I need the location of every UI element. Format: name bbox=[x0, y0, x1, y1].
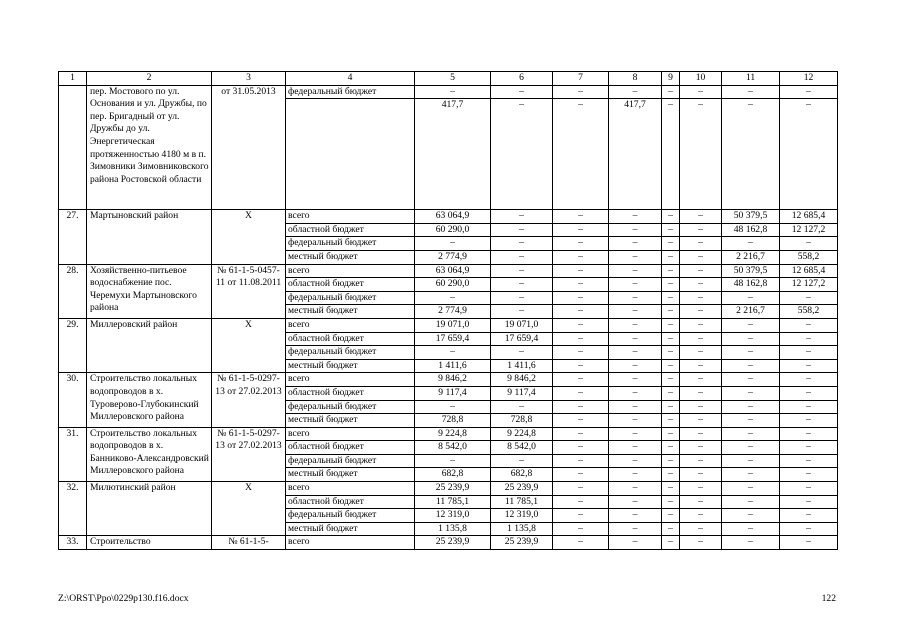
amount-cell: – bbox=[722, 291, 780, 305]
object-name: Строительство локальных водопроводов в х. Банниково-Александровский Миллеровского района bbox=[87, 427, 212, 481]
column-header: 3 bbox=[212, 72, 286, 86]
amount-cell: 12 319,0 bbox=[415, 509, 491, 523]
row-number: 33. bbox=[59, 536, 87, 550]
amount-cell: 17 659,4 bbox=[415, 332, 491, 346]
amount-cell: 19 071,0 bbox=[415, 318, 491, 332]
row-number: 27. bbox=[59, 210, 87, 264]
table-row bbox=[59, 373, 838, 387]
funding-source: федеральный бюджет bbox=[286, 509, 415, 523]
amount-cell: – bbox=[722, 454, 780, 468]
amount-cell: 50 379,5 bbox=[722, 210, 780, 224]
amount-cell: – bbox=[680, 346, 722, 360]
amount-cell: – bbox=[680, 223, 722, 237]
amount-cell: – bbox=[722, 373, 780, 387]
amount-cell: – bbox=[553, 482, 609, 496]
funding-source: всего bbox=[286, 318, 415, 332]
amount-cell: – bbox=[722, 99, 780, 210]
amount-cell: 63 064,9 bbox=[415, 210, 491, 224]
amount-cell: – bbox=[553, 332, 609, 346]
amount-cell: 12 127,2 bbox=[780, 278, 838, 292]
amount-cell: – bbox=[553, 373, 609, 387]
column-header: 5 bbox=[415, 72, 491, 86]
amount-cell: 9 846,2 bbox=[491, 373, 553, 387]
amount-cell: – bbox=[609, 278, 662, 292]
amount-cell: – bbox=[553, 223, 609, 237]
amount-cell: – bbox=[609, 536, 662, 550]
amount-cell: – bbox=[491, 264, 553, 278]
funding-source: всего bbox=[286, 373, 415, 387]
amount-cell: – bbox=[780, 454, 838, 468]
amount-cell: – bbox=[722, 509, 780, 523]
funding-source: всего bbox=[286, 427, 415, 441]
funding-source: местный бюджет bbox=[286, 305, 415, 319]
amount-cell: – bbox=[680, 305, 722, 319]
amount-cell: – bbox=[780, 495, 838, 509]
amount-cell: – bbox=[415, 85, 491, 99]
amount-cell: 1 135,8 bbox=[491, 522, 553, 536]
amount-cell: 12 685,4 bbox=[780, 210, 838, 224]
object-name: Милютинский район bbox=[87, 482, 212, 536]
amount-cell: – bbox=[662, 495, 680, 509]
amount-cell: – bbox=[609, 373, 662, 387]
column-header: 1 bbox=[59, 72, 87, 86]
amount-cell: 728,8 bbox=[491, 414, 553, 428]
amount-cell: – bbox=[553, 278, 609, 292]
object-name: Мартыновский район bbox=[87, 210, 212, 264]
amount-cell: – bbox=[491, 305, 553, 319]
amount-cell: – bbox=[609, 482, 662, 496]
amount-cell: – bbox=[722, 468, 780, 482]
amount-cell: – bbox=[722, 536, 780, 550]
amount-cell: – bbox=[609, 237, 662, 251]
amount-cell: 48 162,8 bbox=[722, 223, 780, 237]
table-row bbox=[59, 318, 838, 332]
amount-cell: – bbox=[415, 237, 491, 251]
amount-cell: – bbox=[680, 237, 722, 251]
amount-cell: 2 774,9 bbox=[415, 250, 491, 264]
amount-cell: – bbox=[662, 522, 680, 536]
amount-cell: – bbox=[553, 346, 609, 360]
row-number bbox=[59, 85, 87, 210]
amount-cell: – bbox=[491, 85, 553, 99]
amount-cell: – bbox=[609, 332, 662, 346]
amount-cell: – bbox=[415, 346, 491, 360]
amount-cell: – bbox=[553, 536, 609, 550]
object-name: пер. Мостового по ул. Основания и ул. Дружбы, по пер. Бригадный от ул. Дружбы до ул. Энергетическая протяженностью 4180 м в п. Зимовники Зимовниковского района Ростовской области bbox=[87, 85, 212, 210]
amount-cell: – bbox=[662, 99, 680, 210]
amount-cell: – bbox=[680, 373, 722, 387]
column-header: 2 bbox=[87, 72, 212, 86]
amount-cell: – bbox=[722, 346, 780, 360]
amount-cell: – bbox=[780, 427, 838, 441]
table-header-row bbox=[59, 72, 838, 86]
amount-cell: – bbox=[680, 99, 722, 210]
amount-cell: 682,8 bbox=[415, 468, 491, 482]
amount-cell: 12 319,0 bbox=[491, 509, 553, 523]
amount-cell: – bbox=[553, 427, 609, 441]
amount-cell: – bbox=[491, 250, 553, 264]
amount-cell: – bbox=[553, 509, 609, 523]
funding-source: федеральный бюджет bbox=[286, 85, 415, 99]
footer-page-number: 122 bbox=[821, 593, 836, 604]
amount-cell: – bbox=[662, 305, 680, 319]
amount-cell: – bbox=[780, 318, 838, 332]
row-number: 32. bbox=[59, 482, 87, 536]
amount-cell: – bbox=[780, 400, 838, 414]
amount-cell: 60 290,0 bbox=[415, 223, 491, 237]
funding-source: всего bbox=[286, 264, 415, 278]
funding-source: местный бюджет bbox=[286, 522, 415, 536]
amount-cell: – bbox=[553, 414, 609, 428]
amount-cell: – bbox=[780, 373, 838, 387]
amount-cell: – bbox=[680, 468, 722, 482]
amount-cell: – bbox=[553, 441, 609, 455]
amount-cell: – bbox=[722, 359, 780, 373]
amount-cell: – bbox=[680, 359, 722, 373]
footer-file-path: Z:\ORST\Ppo\0229p130.f16.docx bbox=[58, 593, 189, 604]
amount-cell: 417,7 bbox=[415, 99, 491, 210]
amount-cell: – bbox=[415, 400, 491, 414]
amount-cell: – bbox=[680, 318, 722, 332]
amount-cell: – bbox=[609, 386, 662, 400]
amount-cell: – bbox=[609, 264, 662, 278]
document-reference: № 61-1-5- bbox=[212, 536, 286, 550]
amount-cell: 558,2 bbox=[780, 305, 838, 319]
document-reference: № 61-1-5-0457-11 от 11.08.2011 bbox=[212, 264, 286, 318]
funding-source: федеральный бюджет bbox=[286, 454, 415, 468]
amount-cell: 1 411,6 bbox=[491, 359, 553, 373]
amount-cell: – bbox=[662, 85, 680, 99]
amount-cell: – bbox=[722, 522, 780, 536]
funding-source: местный бюджет bbox=[286, 468, 415, 482]
amount-cell: – bbox=[491, 454, 553, 468]
amount-cell: – bbox=[553, 400, 609, 414]
column-header: 12 bbox=[780, 72, 838, 86]
amount-cell: – bbox=[680, 495, 722, 509]
column-header: 11 bbox=[722, 72, 780, 86]
amount-cell: 17 659,4 bbox=[491, 332, 553, 346]
amount-cell: – bbox=[680, 210, 722, 224]
funding-source bbox=[286, 99, 415, 210]
amount-cell: 558,2 bbox=[780, 250, 838, 264]
amount-cell: – bbox=[780, 359, 838, 373]
amount-cell: – bbox=[722, 495, 780, 509]
amount-cell: – bbox=[780, 468, 838, 482]
amount-cell: – bbox=[662, 468, 680, 482]
amount-cell: – bbox=[553, 210, 609, 224]
funding-source: областной бюджет bbox=[286, 223, 415, 237]
amount-cell: – bbox=[609, 441, 662, 455]
amount-cell: – bbox=[491, 237, 553, 251]
amount-cell: – bbox=[662, 210, 680, 224]
amount-cell: 12 127,2 bbox=[780, 223, 838, 237]
amount-cell: – bbox=[609, 346, 662, 360]
amount-cell: – bbox=[662, 250, 680, 264]
amount-cell: – bbox=[680, 264, 722, 278]
row-number: 29. bbox=[59, 318, 87, 372]
amount-cell: – bbox=[662, 441, 680, 455]
funding-source: всего bbox=[286, 210, 415, 224]
object-name: Строительство bbox=[87, 536, 212, 550]
funding-source: федеральный бюджет bbox=[286, 400, 415, 414]
amount-cell: – bbox=[662, 291, 680, 305]
amount-cell: – bbox=[662, 278, 680, 292]
amount-cell: – bbox=[722, 318, 780, 332]
amount-cell: 50 379,5 bbox=[722, 264, 780, 278]
document-reference: от 31.05.2013 bbox=[212, 85, 286, 210]
amount-cell: – bbox=[553, 454, 609, 468]
amount-cell: – bbox=[780, 291, 838, 305]
amount-cell: – bbox=[780, 386, 838, 400]
amount-cell: – bbox=[780, 522, 838, 536]
amount-cell: – bbox=[680, 400, 722, 414]
amount-cell: – bbox=[722, 414, 780, 428]
amount-cell: – bbox=[680, 441, 722, 455]
column-header: 8 bbox=[609, 72, 662, 86]
amount-cell: – bbox=[722, 386, 780, 400]
funding-source: федеральный бюджет bbox=[286, 237, 415, 251]
amount-cell: – bbox=[680, 454, 722, 468]
amount-cell: 2 774,9 bbox=[415, 305, 491, 319]
row-number: 31. bbox=[59, 427, 87, 481]
amount-cell: 25 239,9 bbox=[491, 482, 553, 496]
amount-cell: – bbox=[415, 291, 491, 305]
amount-cell: 25 239,9 bbox=[491, 536, 553, 550]
amount-cell: – bbox=[609, 223, 662, 237]
column-header: 9 bbox=[662, 72, 680, 86]
amount-cell: – bbox=[680, 414, 722, 428]
amount-cell: – bbox=[680, 278, 722, 292]
amount-cell: – bbox=[609, 495, 662, 509]
amount-cell: 9 224,8 bbox=[491, 427, 553, 441]
document-reference: X bbox=[212, 210, 286, 264]
funding-source: всего bbox=[286, 536, 415, 550]
amount-cell: – bbox=[553, 468, 609, 482]
document-reference: № 61-1-5-0297-13 от 27.02.2013 bbox=[212, 373, 286, 427]
amount-cell: – bbox=[553, 495, 609, 509]
amount-cell: 12 685,4 bbox=[780, 264, 838, 278]
amount-cell: 25 239,9 bbox=[415, 536, 491, 550]
amount-cell: – bbox=[491, 278, 553, 292]
amount-cell: – bbox=[780, 237, 838, 251]
table-row bbox=[59, 536, 838, 550]
amount-cell: – bbox=[722, 85, 780, 99]
column-header: 10 bbox=[680, 72, 722, 86]
amount-cell: – bbox=[609, 359, 662, 373]
amount-cell: – bbox=[609, 305, 662, 319]
amount-cell: 682,8 bbox=[491, 468, 553, 482]
amount-cell: 8 542,0 bbox=[491, 441, 553, 455]
amount-cell: – bbox=[662, 386, 680, 400]
funding-source: федеральный бюджет bbox=[286, 291, 415, 305]
amount-cell: – bbox=[680, 482, 722, 496]
document-reference: № 61-1-5-0297-13 от 27.02.2013 bbox=[212, 427, 286, 481]
amount-cell: – bbox=[491, 400, 553, 414]
amount-cell: – bbox=[722, 400, 780, 414]
amount-cell: 728,8 bbox=[415, 414, 491, 428]
amount-cell: 2 216,7 bbox=[722, 305, 780, 319]
funding-source: областной бюджет bbox=[286, 495, 415, 509]
document-reference: X bbox=[212, 318, 286, 372]
amount-cell: – bbox=[662, 318, 680, 332]
amount-cell: 9 117,4 bbox=[415, 386, 491, 400]
amount-cell: – bbox=[780, 414, 838, 428]
amount-cell: – bbox=[662, 400, 680, 414]
column-header: 6 bbox=[491, 72, 553, 86]
amount-cell: – bbox=[553, 522, 609, 536]
funding-source: местный бюджет bbox=[286, 414, 415, 428]
amount-cell: – bbox=[680, 427, 722, 441]
amount-cell: – bbox=[609, 318, 662, 332]
amount-cell: – bbox=[609, 414, 662, 428]
amount-cell: – bbox=[780, 346, 838, 360]
amount-cell: – bbox=[662, 264, 680, 278]
amount-cell: 60 290,0 bbox=[415, 278, 491, 292]
amount-cell: 9 117,4 bbox=[491, 386, 553, 400]
amount-cell: – bbox=[662, 482, 680, 496]
amount-cell: – bbox=[680, 85, 722, 99]
amount-cell: – bbox=[609, 522, 662, 536]
funding-source: местный бюджет bbox=[286, 359, 415, 373]
funding-source: всего bbox=[286, 482, 415, 496]
amount-cell: – bbox=[609, 454, 662, 468]
amount-cell: – bbox=[553, 237, 609, 251]
amount-cell: – bbox=[780, 85, 838, 99]
amount-cell: – bbox=[609, 210, 662, 224]
amount-cell: – bbox=[553, 359, 609, 373]
amount-cell: – bbox=[609, 468, 662, 482]
table-row bbox=[59, 264, 838, 278]
amount-cell: 9 846,2 bbox=[415, 373, 491, 387]
amount-cell: – bbox=[553, 291, 609, 305]
amount-cell: 8 542,0 bbox=[415, 441, 491, 455]
funding-source: федеральный бюджет bbox=[286, 346, 415, 360]
amount-cell: – bbox=[662, 509, 680, 523]
amount-cell: – bbox=[662, 427, 680, 441]
amount-cell: – bbox=[553, 386, 609, 400]
table-row bbox=[59, 85, 838, 99]
amount-cell: – bbox=[780, 509, 838, 523]
table-body bbox=[59, 72, 838, 550]
funding-source: областной бюджет bbox=[286, 278, 415, 292]
amount-cell: – bbox=[680, 291, 722, 305]
amount-cell: 1 135,8 bbox=[415, 522, 491, 536]
funding-source: местный бюджет bbox=[286, 250, 415, 264]
amount-cell: – bbox=[722, 237, 780, 251]
amount-cell: – bbox=[415, 454, 491, 468]
document-reference: X bbox=[212, 482, 286, 536]
amount-cell: – bbox=[609, 85, 662, 99]
amount-cell: – bbox=[491, 99, 553, 210]
row-number: 30. bbox=[59, 373, 87, 427]
amount-cell: 417,7 bbox=[609, 99, 662, 210]
funding-source: областной бюджет bbox=[286, 386, 415, 400]
amount-cell: – bbox=[662, 414, 680, 428]
amount-cell: – bbox=[680, 536, 722, 550]
amount-cell: – bbox=[662, 359, 680, 373]
amount-cell: – bbox=[609, 250, 662, 264]
amount-cell: – bbox=[780, 536, 838, 550]
amount-cell: 48 162,8 bbox=[722, 278, 780, 292]
amount-cell: – bbox=[780, 441, 838, 455]
amount-cell: – bbox=[662, 332, 680, 346]
amount-cell: 1 411,6 bbox=[415, 359, 491, 373]
amount-cell: – bbox=[662, 454, 680, 468]
funding-source: областной бюджет bbox=[286, 441, 415, 455]
amount-cell: – bbox=[780, 332, 838, 346]
amount-cell: 19 071,0 bbox=[491, 318, 553, 332]
amount-cell: 2 216,7 bbox=[722, 250, 780, 264]
amount-cell: – bbox=[722, 441, 780, 455]
amount-cell: – bbox=[662, 373, 680, 387]
amount-cell: – bbox=[491, 291, 553, 305]
amount-cell: – bbox=[680, 509, 722, 523]
amount-cell: – bbox=[680, 386, 722, 400]
amount-cell: – bbox=[491, 346, 553, 360]
amount-cell: – bbox=[680, 332, 722, 346]
funding-source: областной бюджет bbox=[286, 332, 415, 346]
amount-cell: – bbox=[491, 210, 553, 224]
amount-cell: – bbox=[722, 482, 780, 496]
amount-cell: – bbox=[722, 332, 780, 346]
table-row bbox=[59, 210, 838, 224]
table-row bbox=[59, 427, 838, 441]
amount-cell: – bbox=[609, 291, 662, 305]
amount-cell: – bbox=[609, 509, 662, 523]
object-name: Миллеровский район bbox=[87, 318, 212, 372]
amount-cell: 11 785,1 bbox=[415, 495, 491, 509]
amount-cell: – bbox=[662, 536, 680, 550]
column-header: 7 bbox=[553, 72, 609, 86]
column-header: 4 bbox=[286, 72, 415, 86]
amount-cell: 11 785,1 bbox=[491, 495, 553, 509]
amount-cell: – bbox=[780, 482, 838, 496]
amount-cell: – bbox=[553, 264, 609, 278]
amount-cell: 25 239,9 bbox=[415, 482, 491, 496]
amount-cell: – bbox=[662, 223, 680, 237]
budget-table bbox=[58, 71, 838, 550]
object-name: Хозяйственно-питьевое водоснабжение пос. Черемухи Мартыновского района bbox=[87, 264, 212, 318]
object-name: Строительство локальных водопроводов в х. Туроверово-Глубокинский Миллеровского района bbox=[87, 373, 212, 427]
amount-cell: – bbox=[662, 237, 680, 251]
amount-cell: – bbox=[662, 346, 680, 360]
amount-cell: – bbox=[491, 223, 553, 237]
amount-cell: – bbox=[680, 522, 722, 536]
amount-cell: – bbox=[680, 250, 722, 264]
amount-cell: 9 224,8 bbox=[415, 427, 491, 441]
amount-cell: – bbox=[722, 427, 780, 441]
amount-cell: – bbox=[609, 400, 662, 414]
row-number: 28. bbox=[59, 264, 87, 318]
amount-cell: – bbox=[553, 250, 609, 264]
amount-cell: – bbox=[609, 427, 662, 441]
amount-cell: – bbox=[553, 85, 609, 99]
amount-cell: – bbox=[780, 99, 838, 210]
amount-cell: 63 064,9 bbox=[415, 264, 491, 278]
amount-cell: – bbox=[553, 305, 609, 319]
amount-cell: – bbox=[553, 99, 609, 210]
amount-cell: – bbox=[553, 318, 609, 332]
table-row bbox=[59, 482, 838, 496]
